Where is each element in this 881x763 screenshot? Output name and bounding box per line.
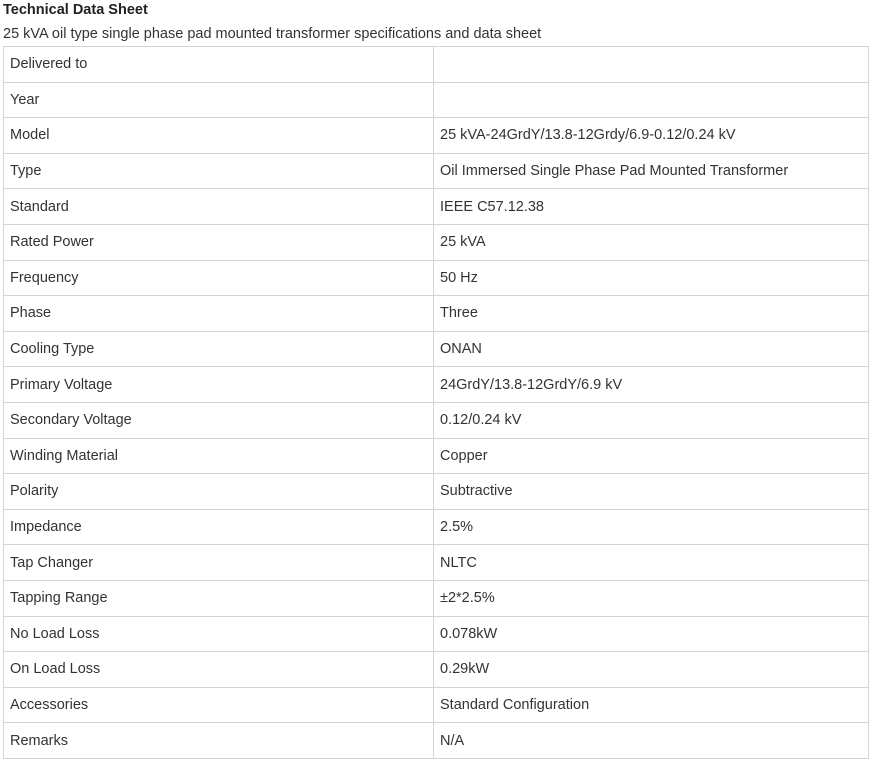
table-row (4, 118, 869, 154)
row-value: 25 kVA (434, 224, 869, 260)
row-label: Delivered to (4, 47, 434, 83)
row-label: Standard (4, 189, 434, 225)
row-value (434, 47, 869, 83)
row-label: Cooling Type (4, 331, 434, 367)
table-row (4, 82, 869, 118)
row-value: 24GrdY/13.8-12GrdY/6.9 kV (434, 367, 869, 403)
table-row (4, 331, 869, 367)
row-label: Model (4, 118, 434, 154)
table-row (4, 545, 869, 581)
row-value: Oil Immersed Single Phase Pad Mounted Transformer (434, 153, 869, 189)
table-row (4, 509, 869, 545)
row-value: ONAN (434, 331, 869, 367)
table-row (4, 402, 869, 438)
table-row (4, 723, 869, 759)
row-label: Polarity (4, 474, 434, 510)
table-row (4, 474, 869, 510)
row-value: ±2*2.5% (434, 580, 869, 616)
row-value: Standard Configuration (434, 687, 869, 723)
row-value: 0.29kW (434, 652, 869, 688)
table-row (4, 47, 869, 83)
table-row (4, 153, 869, 189)
table-row (4, 652, 869, 688)
row-label: Frequency (4, 260, 434, 296)
row-label: Year (4, 82, 434, 118)
row-label: Primary Voltage (4, 367, 434, 403)
row-label: Tap Changer (4, 545, 434, 581)
row-label: Winding Material (4, 438, 434, 474)
spec-table-body (4, 47, 869, 759)
table-row (4, 296, 869, 332)
row-label: Secondary Voltage (4, 402, 434, 438)
row-value (434, 82, 869, 118)
row-value: IEEE C57.12.38 (434, 189, 869, 225)
row-value: Copper (434, 438, 869, 474)
table-row (4, 224, 869, 260)
row-label: Remarks (4, 723, 434, 759)
table-row (4, 438, 869, 474)
row-label: Impedance (4, 509, 434, 545)
row-value: 50 Hz (434, 260, 869, 296)
row-label: Type (4, 153, 434, 189)
row-value: Subtractive (434, 474, 869, 510)
row-value: 2.5% (434, 509, 869, 545)
table-row (4, 260, 869, 296)
row-value: NLTC (434, 545, 869, 581)
row-value: Three (434, 296, 869, 332)
row-label: Rated Power (4, 224, 434, 260)
row-label: No Load Loss (4, 616, 434, 652)
table-row (4, 687, 869, 723)
page-title: Technical Data Sheet (3, 2, 148, 18)
row-label: Accessories (4, 687, 434, 723)
row-value: N/A (434, 723, 869, 759)
table-row (4, 580, 869, 616)
table-row (4, 189, 869, 225)
row-label: On Load Loss (4, 652, 434, 688)
row-label: Tapping Range (4, 580, 434, 616)
row-value: 0.078kW (434, 616, 869, 652)
row-value: 25 kVA-24GrdY/13.8-12Grdy/6.9-0.12/0.24 kV (434, 118, 869, 154)
row-label: Phase (4, 296, 434, 332)
row-value: 0.12/0.24 kV (434, 402, 869, 438)
table-row (4, 616, 869, 652)
page-subtitle: 25 kVA oil type single phase pad mounted transformer specifications and data sheet (3, 26, 542, 42)
spec-table (3, 46, 869, 759)
table-row (4, 367, 869, 403)
